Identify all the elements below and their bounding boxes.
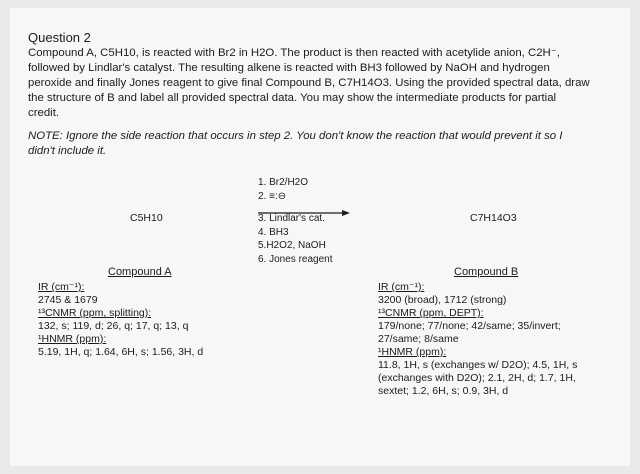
compound-b-cnmr-line-2: 27/same; 8/same — [378, 333, 459, 345]
question-line-4: the structure of B and label all provided spectral data. You may show the intermediate products for partial — [28, 92, 557, 104]
question-line-2: followed by Lindlar's catalyst. The resulting alkene is reacted with BH3 followed by NaOH and hydrogen — [28, 62, 550, 74]
compound-b-ir-values: 3200 (broad), 1712 (strong) — [378, 294, 507, 306]
compound-b-cnmr-label: ¹³CNMR (ppm, DEPT): — [378, 307, 484, 319]
compound-b-spectra — [378, 281, 577, 398]
compound-a-cnmr-label: ¹³CNMR (ppm, splitting): — [38, 307, 152, 319]
compound-b-hnmr-label: ¹HNMR (ppm): — [378, 346, 447, 358]
compound-a-cnmr-values: 132, s; 119, d; 26, q; 17, q; 13, q — [38, 320, 189, 332]
acetylide-reagent: ≡:⊖ — [269, 190, 287, 202]
compound-b-hnmr-line-3: sextet; 1.2, 6H, s; 0.9, 3H, d — [378, 385, 509, 397]
question-line-3: peroxide and finally Jones reagent to give final Compound B, C7H14O3. Using the provided spectral data, draw — [28, 77, 590, 89]
step-2-number: 2. — [258, 190, 267, 202]
compound-b-hnmr-line-2: (exchanges with D2O); 2.1, 2H, d; 1.7, 1H, — [378, 372, 576, 384]
compound-b-ir-label: IR (cm⁻¹): — [378, 281, 425, 293]
question-title: Question 2 — [28, 30, 91, 45]
note-line-2: didn't include it. — [28, 145, 107, 157]
step-1: 1. Br2/H2O — [258, 177, 309, 188]
compound-a-title: Compound A — [108, 266, 172, 278]
compound-b-cnmr-line-1: 179/none; 77/none; 42/same; 35/invert; — [378, 320, 561, 332]
step-2 — [258, 190, 333, 204]
product-formula: C7H14O3 — [470, 212, 517, 224]
step-6: 6. Jones reagent — [258, 253, 333, 265]
compound-b-title: Compound B — [454, 266, 519, 278]
note-text — [28, 129, 588, 159]
compound-a-ir-values: 2745 & 1679 — [38, 294, 98, 306]
compound-a-hnmr-values: 5.19, 1H, q; 1.64, 6H, s; 1.56, 3H, d — [38, 346, 204, 358]
reaction-arrow — [258, 209, 350, 217]
question-line-5: credit. — [28, 107, 60, 119]
compound-a-ir-label: IR (cm⁻¹): — [38, 281, 85, 293]
note-line-1: NOTE: Ignore the side reaction that occurs in step 2. You don't know the reaction that would prevent it so I — [28, 130, 563, 142]
compound-a-spectra — [38, 281, 203, 359]
compound-b-hnmr-line-1: 11.8, 1H, s (exchanges w/ D2O); 4.5, 1H, s — [378, 359, 578, 371]
question-line-1: Compound A, C5H10, is reacted with Br2 in H2O. The product is then reacted with acetylide anion, C2H⁻, — [28, 47, 560, 59]
step-4: 4. BH3 — [258, 226, 289, 238]
compound-a-hnmr-label: ¹HNMR (ppm): — [38, 333, 107, 345]
reaction-conditions — [258, 176, 333, 266]
step-5: 5.H2O2, NaOH — [258, 240, 326, 251]
question-body — [28, 46, 598, 121]
reactant-formula: C5H10 — [130, 212, 163, 224]
step-3: 3. Lindlar's cat. — [258, 213, 325, 224]
